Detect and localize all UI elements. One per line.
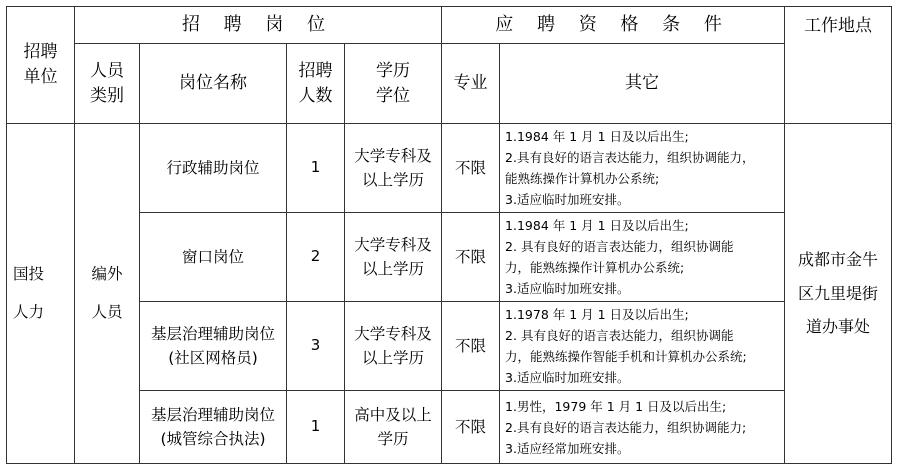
- header-major: 专业: [442, 44, 500, 124]
- requirements-cell: [500, 302, 785, 391]
- header-staff-type-line-2: 类别: [90, 85, 124, 106]
- position-name-line: 基层治理辅助岗位: [150, 405, 275, 424]
- requirement-line: 能熟练操作计算机办公系统;: [505, 171, 660, 186]
- staff-type-line-2: 人员: [91, 302, 123, 321]
- education-line-2: 以上学历: [362, 260, 425, 278]
- position-name-cell: [140, 302, 287, 391]
- header-staff-type-line-1: 人员: [90, 60, 124, 81]
- header-unit-line-2: 单位: [23, 67, 58, 87]
- requirement-line: 3.适应临时加班安排。: [505, 370, 630, 385]
- major-cell: 不限: [442, 391, 500, 464]
- requirements-cell: [500, 391, 785, 464]
- header-education: [345, 44, 442, 124]
- location-line-3: 道办事处: [806, 317, 871, 337]
- major-cell: 不限: [442, 213, 500, 302]
- table-row: [7, 213, 892, 302]
- requirement-line: 2. 具有良好的语言表达能力，组织协调能: [505, 328, 734, 343]
- requirement-line: 2.具有良好的语言表达能力，组织协调能力;: [505, 419, 747, 435]
- header-group-position: 招 聘 岗 位: [75, 7, 442, 44]
- position-name-cell: [140, 213, 287, 302]
- location-cell: [785, 124, 892, 464]
- position-name-line: 基层治理辅助岗位: [150, 324, 275, 343]
- requirements-cell: [500, 124, 785, 213]
- position-name-line: 行政辅助岗位: [166, 158, 260, 177]
- requirement-line: 1.1984 年 1 月 1 日及以后出生;: [505, 218, 689, 233]
- table-row: [7, 124, 892, 213]
- header-group-requirements: 应 聘 资 格 条 件: [442, 7, 785, 44]
- major-cell: 不限: [442, 124, 500, 213]
- unit-line-1: 国投: [13, 265, 45, 284]
- education-line-1: 大学专科及: [354, 235, 432, 254]
- headcount-cell: 1: [287, 391, 345, 464]
- position-name-cell: [140, 124, 287, 213]
- position-name-line: 窗口岗位: [181, 247, 244, 266]
- staff-type-line-1: 编外: [91, 265, 123, 284]
- location-line-1: 成都市金牛: [798, 250, 879, 270]
- header-unit: [7, 7, 75, 124]
- position-name-cell: [140, 391, 287, 464]
- header-row-1: [7, 7, 892, 44]
- header-headcount-line-2: 人数: [298, 85, 333, 106]
- header-row-2: [7, 44, 892, 124]
- education-line-1: 大学专科及: [354, 324, 432, 343]
- location-line-2: 区九里堤街: [798, 283, 879, 303]
- requirement-line: 2. 具有良好的语言表达能力，组织协调能: [505, 239, 734, 254]
- header-staff-type: [75, 44, 140, 124]
- education-cell: [345, 302, 442, 391]
- header-location: 工作地点: [785, 7, 892, 124]
- headcount-cell: 3: [287, 302, 345, 391]
- major-cell: 不限: [442, 302, 500, 391]
- requirement-line: 3.适应经常加班安排。: [505, 440, 630, 456]
- requirement-line: 3.适应临时加班安排。: [505, 192, 630, 207]
- education-line-1: 高中及以上: [354, 405, 432, 424]
- headcount-cell: 2: [287, 213, 345, 302]
- header-headcount-line-1: 招聘: [298, 60, 333, 81]
- requirement-line: 2.具有良好的语言表达能力，组织协调能力，: [505, 150, 755, 165]
- requirement-line: 力，能熟练操作智能手机和计算机办公系统;: [505, 349, 747, 364]
- requirements-cell: [500, 213, 785, 302]
- requirement-line: 3.适应临时加班安排。: [505, 281, 630, 296]
- requirement-line: 1.1978 年 1 月 1 日及以后出生;: [505, 307, 689, 322]
- header-other: 其它: [500, 44, 785, 124]
- education-cell: [345, 391, 442, 464]
- recruitment-table: [6, 6, 892, 464]
- education-line-2: 学历: [377, 430, 409, 448]
- header-unit-line-1: 招聘: [23, 42, 58, 63]
- position-name-line: (城管综合执法): [160, 430, 266, 448]
- requirement-line: 力，能熟练操作计算机办公系统;: [505, 260, 685, 275]
- header-education-line-2: 学位: [376, 85, 411, 106]
- header-education-line-1: 学历: [376, 60, 411, 81]
- table-row: [7, 302, 892, 391]
- education-cell: [345, 213, 442, 302]
- education-cell: [345, 124, 442, 213]
- education-line-1: 大学专科及: [354, 146, 432, 165]
- headcount-cell: 1: [287, 124, 345, 213]
- unit-line-2: 人力: [13, 302, 45, 321]
- header-headcount: [287, 44, 345, 124]
- requirement-line: 1.1984 年 1 月 1 日及以后出生;: [505, 129, 689, 144]
- education-line-2: 以上学历: [362, 171, 425, 189]
- header-position-name: 岗位名称: [140, 44, 287, 124]
- education-line-2: 以上学历: [362, 349, 425, 367]
- requirement-line: 1.男性，1979 年 1 月 1 日及以后出生;: [505, 398, 727, 414]
- staff-type-cell: [75, 124, 140, 464]
- unit-cell: [7, 124, 75, 464]
- position-name-line: (社区网格员): [168, 349, 258, 367]
- table-row: [7, 391, 892, 464]
